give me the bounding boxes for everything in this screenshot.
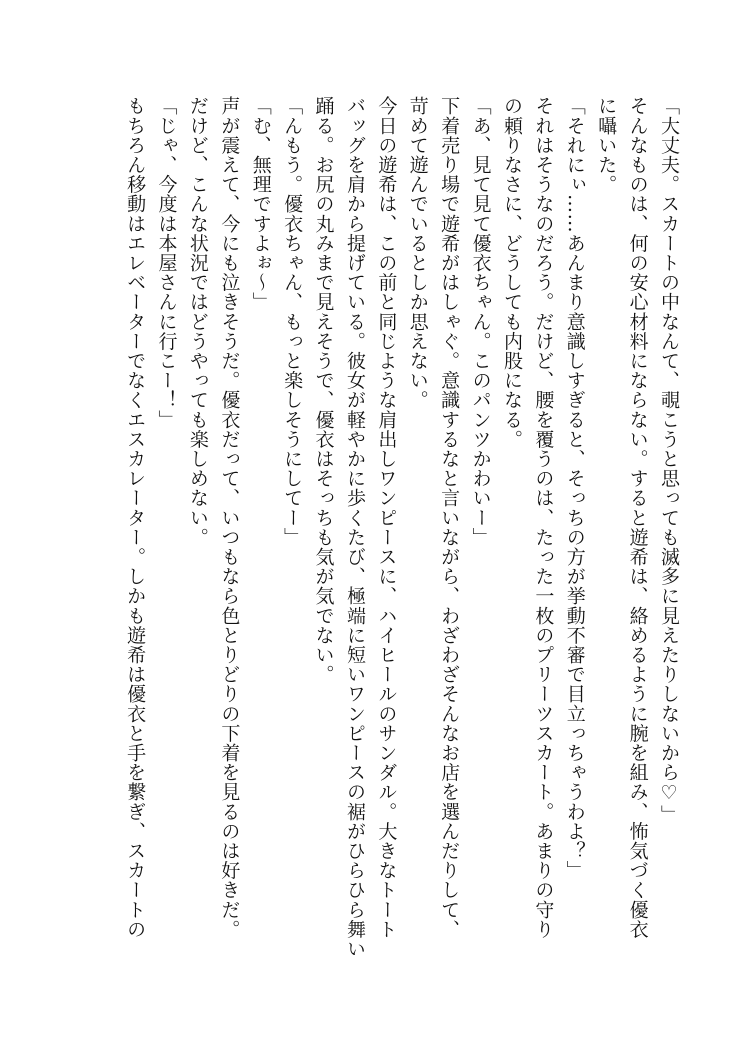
text-line: 踊る。お尻の丸みまで見えそうで、優衣はそっちも気が気でない。 xyxy=(312,96,335,684)
text-line: 苛めて遊んでいるとしか思えない。 xyxy=(406,96,429,410)
text-line: バッグを肩から提げている。彼女が軽やかに歩くたび、極端に短いワンピースの裾がひらひら舞い xyxy=(343,96,366,959)
text-line: 「それにぃ……あんまり意識しすぎると、そっちの方が挙動不審で目立っちゃうわよ？」 xyxy=(563,96,586,880)
text-line: それはそうなのだろう。だけど、腰を覆うのは、たった一枚のプリーツスカート。あまりの守り xyxy=(532,96,555,939)
text-line: もちろん移動はエレベーターでなくエスカレーター。しかも遊希は優衣と手を繋ぎ、スカートの xyxy=(124,96,147,939)
text-line: だけど、こんな状況ではどうやっても楽しめない。 xyxy=(186,96,209,547)
text-line: そんなものは、何の安心材料にならない。すると遊希は、絡めるように腕を組み、怖気づく優衣 xyxy=(626,96,649,939)
text-line: 声が震えて、今にも泣きそうだ。優衣だって、いつもなら色とりどりの下着を見るのは好きだ。 xyxy=(218,96,241,939)
text-line: 「んもう。優衣ちゃん、もっと楽しそうにしてー」 xyxy=(281,96,304,547)
text-line: の頼りなさに、どうしても内股になる。 xyxy=(500,96,523,449)
text-line: 「大丈夫。スカートの中なんて、覗こうと思っても滅多に見えたりしないから♡」 xyxy=(658,96,680,825)
text-line: 「む、無理ですよぉ～」 xyxy=(249,96,272,312)
text-line: 「あ、見て見て優衣ちゃん。このパンツかわいー」 xyxy=(469,96,492,547)
text-line: 今日の遊希は、この前と同じような肩出しワンピースに、ハイヒールのサンダル。大きなトート xyxy=(375,96,398,939)
text-line: に囁いた。 xyxy=(595,96,618,194)
vertical-text-body xyxy=(119,96,684,976)
text-line: 下着売り場で遊希がはしゃぐ。意識するなと言いながら、わざわざそんなお店を選んだりして、 xyxy=(438,96,461,939)
text-line: 「じゃ、今度は本屋さんに行こー！」 xyxy=(155,96,178,430)
